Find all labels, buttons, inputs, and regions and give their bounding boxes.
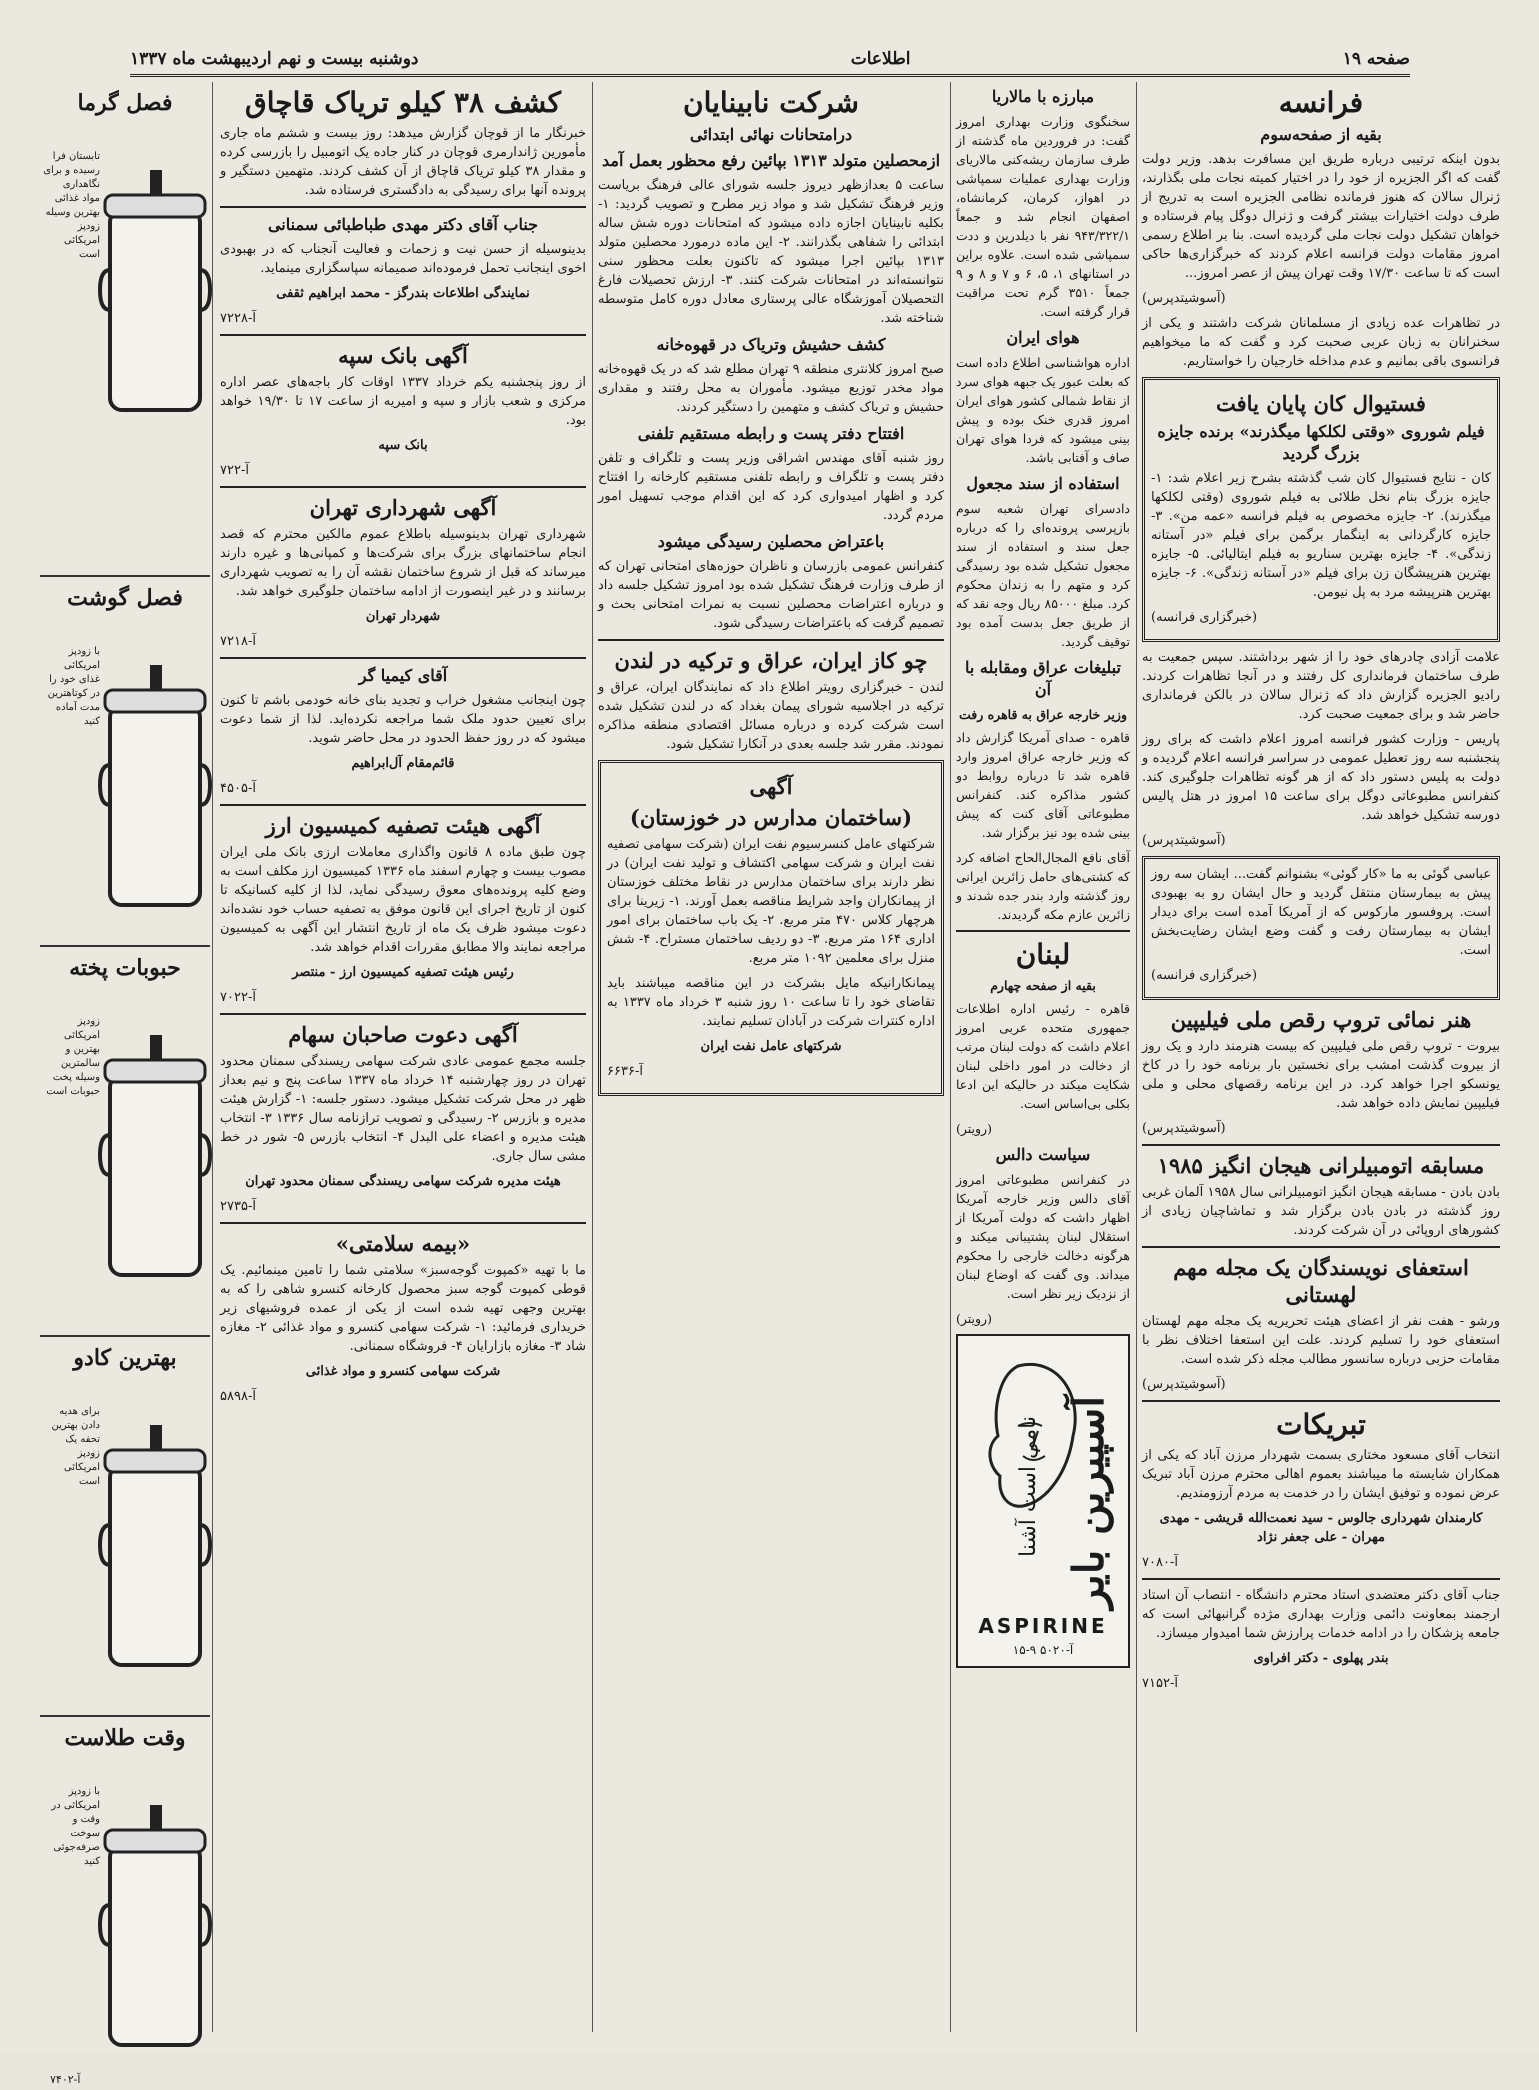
school-ad-subtitle: (ساختمان مدارس در خوزستان) [629,805,913,830]
pot-ad-text: با زودپز امریکائی در وقت و سوخت صرفه‌جوئی کنید [51,1786,100,1867]
credit: (خبرگزاری فرانسه) [1151,968,1258,983]
headline-blind: شرکت نابینایان [683,86,859,119]
article-forgery: دادسرای تهران شعبه سوم بازپرسی پرونده‌ای را که درباره جعل سند و استفاده از سند مجعول تشکیل شده بود رسیدگی کرد و متهم را به زندان محکوم کرد. مبلغ ۸۵۰۰۰ ریال وجه نقد که از طریق جعل بدست آمده بود توقیف گردید. [956,501,1131,649]
kimia-signature: قائم‌مقام آل‌ابراهیم [351,756,455,771]
quote-box [1142,856,1500,1000]
currency-signature: رئیس هیئت تصفیه کمیسیون ارز - منتصر [292,965,514,980]
ad-code: آ-۷۲۲ [220,463,249,478]
subhead-lebanon: بقیه از صفحه چهارم [990,978,1096,993]
headline-opium: کشف ۳۸ کیلو تریاک قاچاق [245,86,561,119]
credit: (آسوشیتدپرس) [1142,291,1226,306]
pot-ad-title: حبوبات پخته [69,955,181,981]
ad-code: آ-۶۶۳۶ [607,1064,643,1079]
headline-hashish: کشف حشیش وتریاک در قهوه‌خانه [656,335,886,354]
municipality-signature: شهردار تهران [365,609,441,624]
thanks-signature: نمایندگی اطلاعات بندرگز - محمد ابراهیم ثقفی [276,286,530,301]
ad-code: آ-۷۱۵۲ [1142,1676,1178,1691]
bank-text: از روز پنجشنبه یکم خرداد ۱۳۳۷ اوقات کار باجه‌های عصر اداره مرکزی و شعب بازار و سپه و امیریه از ساعت ۱۷ تا ۱۹/۳۰ خواهد بود. [220,375,587,428]
subhead-festival: فیلم شوروی «وقتی لکلکها میگذرند» برنده جایزه بزرگ گردید [1157,422,1485,463]
aspirin-latin: ASPIRINE [978,1614,1108,1638]
pressure-cooker-icon [100,150,210,450]
subhead-blind-1: درامتحانات نهائی ابتدائی [689,125,853,144]
pressure-cooker-ads [40,82,210,2086]
school-ad-box [598,760,944,1096]
aspirin-ad [956,1334,1130,1668]
school-ad-title: آگهی [749,774,793,799]
column-2 [956,82,1130,2032]
article-protest: کنفرانس عمومی بازرسان و ناظران حوزه‌های امتحانی تهران که از طرف وزارت فرهنگ تشکیل شده بود امروز تشکیل جلسه داد و درباره اعتراضات محصلین نسبت به نمرات امتحانی بحث و تصمیم گرفت که باعتراضات رسیدگی شود. [598,559,944,631]
article-france-2: در تظاهرات عده زیادی از مسلمانان شرکت داشتند و یکی از سخنرانان به زبان عربی صحبت کرد و گفت که ما میخواهیم فرانسوی باقی بمانیم و عدم مداخله خارجیان را خواستاریم. [1142,316,1500,369]
article-malaria: سخنگوی وزارت بهداری امروز گفت: در فروردین ماه گذشته از طرف سازمان ریشه‌کنی مالاریای وزارت بهداری عملیات سمپاشی در اهواز، کرمان، کرمانشاه، اصفهان انجام شد و جمعاً ۹۴۳/۳۲۲/۱ نفر با دیلدرین و ددت سمپاشی شده است. علاوه براین در استانهای ۱، ۵، ۶ و ۷ و ۸ و ۹ جمعاً ۳۵۱۰ گرم تحت مراقبت قرار گرفته است. [956,114,1130,319]
article-hajj: آقای نافع المجال‌الحاج اضافه کرد که کشتی‌های حامل زائرین ایرانی روز گذشته وارد بندر جده شدند و زائرین عازم مکه گردیدند. [956,850,1130,922]
credit: (رویتر) [956,1121,992,1136]
aspirin-brand: آسپیرین بایر [1064,1396,1113,1610]
pressure-cooker-icon [100,645,210,945]
article-hashish: صبح امروز کلانتری منطقه ۹ تهران مطلع شد که در یک قهوه‌خانه مواد مخدر توزیع میشود. مأموران به محل رفتند و مقداری حشیش و تریاک کشف و متهمین را دستگیر کردند. [598,362,944,415]
pot-ad-text: زودپز امریکائی بهترین و سالمترین وسیله پخت حبوبات است [46,1016,100,1097]
article-france-3: علامت آزادی چادرهای خود را از شهر برداشتند. سپس جمعیت به طرف ساختمان فرمانداری کل رفتند و در آنجا تظاهرات کردند. رادیو الجزیره گزارش داد که ژنرال سالان در بالکن فرمانداری حاضر شد و برای جمعیت صحبت کرد. [1142,650,1500,722]
headline-dulles: سیاست دالس [995,1145,1091,1164]
pot-ad [40,1725,210,2090]
headline-insurance: «بیمه سلامتی» [335,1231,471,1256]
headline-iraq: تبلیغات عراق ومقابله با آن [965,658,1121,699]
credit: (آسوشیتدپرس) [1142,1377,1226,1392]
article-post: روز شنبه آقای مهندس اشراقی وزیر پست و تلگراف و تلفن دفتر پست و تلگراف و رابطه تلفنی مستقیم کارخانه را افتتاح کرد و اظهار امیدواری کرد که این اقدام موجب تسهیل امور مردم گردد. [598,451,944,523]
ad-code: آ-۲۷۳۵ [220,1199,256,1214]
festival-box [1142,377,1500,642]
article-iraq: قاهره - صدای آمریکا گزارش داد که وزیر خارجه عراق امروز وارد قاهره شد تا درباره روابط دو کشور مذاکره کند. کنفرانس مطبوعاتی آقای کنت که پیش بینی شده بود نیز برگزار شد. [956,730,1130,840]
bank-signature: بانک سپه [378,438,428,453]
pot-ad-text: برای هدیه دادن بهترین تحفه یک زودپز امریکائی است [51,1406,100,1487]
article-blind: ساعت ۵ بعدازظهر دیروز جلسه شورای عالی فرهنگ بریاست وزیر فرهنگ تشکیل شد و مواد زیر مطرح و تصویب گردید: ۱- بکلیه نابینایان اجازه داده میشود که امتحانات دوره شش ساله ابتدائی را شفاهی بگذرانند. ۲- این ماده درمورد محصلین متولد ۱۳۱۳ بپائین اجرا میشود که تاکنون بعلت محظور سنی نتوانسته‌اند در امتحانات شرکت کنند. ۳- ارزش تحصیلات فارغ التحصیلان آموزشگاه عالی پرستاری معادل دوره کامل متوسطه شناخته شد. [598,178,945,326]
column-4 [220,82,586,2032]
kimia-text: چون اینجانب مشغول خراب و تجدید بنای خانه خودمی باشم تا کنون برای تعیین حدود ملک شما مراجعه نکرده‌اید. لذا از شما دعوت میشود که در روز حفظ الحدود در محل حاضر شوید. [220,693,586,746]
headline-dance: هنر نمائی تروپ رقص ملی فیلیپین [1170,1007,1472,1032]
ad-code: آ-۵۸۹۸ [220,1389,256,1404]
school-ad-text-2: پیمانکارانیکه مایل بشرکت در این مناقصه میباشند باید تقاضای خود را تا ساعت ۱۰ روز شنبه ۳ خرداد ماه ۱۳۳۷ به اداره کنترات شرکت در آبادان تسلیم نمایند. [607,976,935,1029]
headline-thanks: جناب آقای دکتر مهدی طباطبائی سمنانی [267,215,539,234]
pot-ad [40,955,210,1337]
credit: (خبرگزاری فرانسه) [1151,610,1258,625]
credit: (رویتر) [956,1311,992,1326]
congrats-text: انتخاب آقای مسعود مختاری بسمت شهردار مرزن آباد که یکی از همکاران شایسته ما میباشند بعموم اهالی محترم مرزن آباد تبریک عرض نموده و توفیق ایشان را در خدمت به مردم آرزومندیم. [1142,1448,1500,1501]
school-ad-text: شرکتهای عامل کنسرسیوم نفت ایران (شرکت سهامی تصفیه نفت ایران و شرکت سهامی اکتشاف و تولید نفت ایران) در نظر دارند برای ساختمان مدارس در نقاط مختلف خوزستان از پیمانکاران واجد شرایط مناقصه بعمل آورند. ۱- زیرینا برای هرچهار کلاس ۴۷۰ متر مربع. ۲- یک باب ساختمان برای امور اداری ۱۶۴ متر مربع. ۳- دو ردیف ساختمان مستراح. ۴- شش منزل برای معلمین ۱۰۹۲ متر مربع. [607,837,936,966]
article-france: بدون اینکه ترتیبی درباره طریق این مسافرت بدهد. وزیر دولت گفت که اگر الجزیره از خود را در اختیار کمیته نجات ملی بگذارند، ژنرال سالان که هنوز فرمانده نظامی الجزیره است به تدریج از طرف دولت اختیارات بیشتر گرفت و ژنرال دوگل پیام فرستاده و خواهان تشکیل دولت نجات ملی گردیده است. بنا بر اطلاع رسمی امروز مقامات دولت فرانسه اعلام کردند که خبرگزاری‌ها حاکی است که تا ساعت ۱۷/۳۰ وقت تهران پیش از عصر امروز... [1142,152,1500,281]
article-race: بادن بادن - مسابقه هیجان انگیز اتومبیلرانی سال ۱۹۵۸ آلمان غربی روز گذشته در بادن بادن برگزار شد و تماشاچیان زیادی از کشورهای اروپائی در آن شرکت کردند. [1142,1185,1500,1238]
article-resign: ورشو - هفت نفر از اعضای هیئت تحریریه یک مجله مهم لهستان استعفای خود را تسلیم کردند. علت این استعفا اختلاف نظر با مقامات حزبی درباره سانسور مطالب مجله ذکر شده است. [1142,1314,1500,1367]
masthead [130,44,1410,77]
column-divider [950,82,951,2032]
ad-code: آ-۷۲۱۸ [220,634,256,649]
thanks-text: بدینوسیله از حسن نیت و زحمات و فعالیت آنجناب که در بهبودی اخوی اینجانب تحمل فرموده‌اند صمیمانه سپاسگزاری مینماید. [220,242,586,276]
credit: (آسوشیتدپرس) [1142,833,1226,848]
headline-malaria: مبارزه با مالاریا [991,87,1095,106]
ad-code: آ-۵۰۲۰ ۹-۱۵ [1012,1643,1074,1657]
article-weather: اداره هواشناسی اطلاع داده است که بعلت عبور یک جبهه هوای سرد از نقاط شمالی کشور هوای ایران امروز قدری خنک بوده و پیش بینی میشود که فردا هوای تهران صاف و آفتابی باشد. [955,355,1130,465]
headline-lebanon: لبنان [1015,938,1071,971]
dr-signature: بندر پهلوی - دکتر افراوی [1253,1651,1389,1666]
headline-resign: استعفای نویسندگان یک مجله مهم لهستانی [1173,1255,1469,1307]
headline-municipality: آگهی شهرداری تهران [309,495,497,520]
headline-festival: فستیوال کان پایان یافت [1216,391,1426,416]
headline-protest: باعتراض محصلین رسیدگی میشود [657,532,885,551]
column-divider [1136,82,1137,2032]
aspirin-slogan: نامی است آشنا [1016,1416,1041,1557]
article-dulles: در کنفرانس مطبوعاتی امروز آقای دالس وزیر خارجه آمریکا اظهار داشت که دولت آمریکا از استقلال لبنان پشتیبانی میکند و هرگونه دخالت خارجی را محکوم میداند. وی گفت که اوضاع لبنان از نزدیک زیر نظر است. [956,1172,1130,1301]
headline-bank: آگهی بانک سپه [338,343,468,368]
subhead-france: بقیه از صفحه‌سوم [1260,125,1382,144]
congrats-signature: کارمندان شهرداری جالوس - سید نعمت‌الله قریشی - مهدی مهران - علی جعفر نژاد [1159,1511,1483,1545]
headline-currency: آگهی هیئت تصفیه کمیسیون ارز [265,813,541,838]
insurance-text: ما با تهیه «کمپوت گوجه‌سبز» سلامتی شما را تامین مینمائیم. یک قوطی کمپوت گوجه سبز محصول کارخانه کنسرو شاهی را که به بهترین وجهی تهیه شده است از یکی از عمده فروشیهای زیر خریداری فرمائید: ۱- شرکت سهامی کنسرو و مواد غذائی ۲- مغازه شاد ۳- مغازه بازارایان ۴- فروشگاه سمنانی. [220,1263,586,1354]
pot-ad [40,90,210,577]
article-baghdad-pact: لندن - خبرگزاری رویتر اطلاع داد که نمایندگان ایران، عراق و ترکیه در اجلاسیه شورای پیمان بغداد که در لندن تشکیل شده است شرکت کرده و درباره مسائل اقتصادی منطقه مذاکره نمودند. مقرر شد جلسه بعدی در آنکارا تشکیل شود. [598,680,944,752]
ad-code: آ-۷۰۸۰ [1142,1555,1178,1570]
pot-ad [40,1345,210,1717]
school-ad-signature: شرکتهای عامل نفت ایران [700,1039,842,1054]
quote-text: عباسی گوئی به ما «کار گوئی» بشنوانم گفت... ایشان سه روز پیش به بیمارستان منتقل گردید و حال ایشان رو به بهبودی است. پروفسور مارکوس که از آمریکا آمده است برای دیدار ایشان به بیمارستان رفت و گفت وضع ایشان رضایت‌بخش است. [1151,867,1491,958]
credit: (آسوشیتدپرس) [1142,1121,1226,1136]
insurance-signature: شرکت سهامی کنسرو و مواد غذائی [305,1364,501,1379]
currency-text: چون طبق ماده ۸ قانون واگذاری معاملات ارزی بانک ملی ایران مصوب بیست و چهارم اسفند ماه ۱۳۳۶ کمیسیون ارز مکلف است به وضع کلیه پرونده‌های معوق رسیدگی نماید، لذا از کلیه کسانیکه تا کنون از تاریخ اجرای این قانون موفق به تصفیه حساب خود نشده‌اند دعوت میشود ظرف یک ماه از تاریخ انتشار این آگهی به کمیسیون مراجعه نمایند والا مطابق مقررات اقدام خواهد شد. [220,845,587,955]
pot-ad-text: تابستان فرا رسیده و برای نگاهداری مواد غذائی بهترین وسیله زودپز امریکائی است [43,151,100,260]
article-lebanon: قاهره - رئیس اداره اطلاعات جمهوری متحده عربی امروز اعلام داشت که دولت لبنان مرتب از دخالت در امور داخلی لبنان شکایت میکند در حالیکه این ادعا بکلی بی‌اساس است. [956,1001,1130,1111]
article-dance: بیروت - تروپ رقص ملی فیلیپین که بیست هنرمند دارد و یک روز از بیروت گذشت امشب برای نخستین بار برنامه خود را در کاخ یونسکو اجرا خواهد کرد. در این برنامه رقصهای محلی و ملی فیلیپین نمایش داده خواهد شد. [1142,1039,1500,1111]
column-divider [212,82,213,2032]
headline-baghdad-pact: چو کاز ایران، عراق و ترکیه در لندن [614,648,928,673]
pot-ad-title: فصل گرما [77,90,173,116]
headline-kimia: آقای کیمیا گر [358,666,448,685]
municipality-text: شهرداری تهران بدینوسیله باطلاع عموم مالکین محترم که قصد انجام ساختمانهای بزرگ برای شرکت‌ها و کمپانی‌ها و غیره دارند میرساند که قبل از شروع ساختمان نقشه آن را به تصویب شهرداری برسانند و در غیر اینصورت از ادامه ساختمان جلوگیری خواهد شد. [220,527,586,599]
ad-code: آ-۷۲۲۸ [220,311,256,326]
ad-code: آ-۷۰۲۲ [220,990,256,1005]
ad-code: آ-۴۵۰۵ [220,781,256,796]
pot-ad-title: فصل گوشت [67,585,183,611]
headline-congrats: تبریکات [1276,1408,1366,1441]
subhead-iraq: وزیر خارجه عراق به قاهره رفت [958,707,1128,722]
page-number: صفحه ۱۹ [1342,49,1410,69]
pot-ad-text: با زودپز امریکائی غذای خود را در کوتاهترین مدت آماده کنید [47,646,100,727]
headline-shareholders: آگهی دعوت صاحبان سهام [288,1022,518,1047]
column-divider [592,82,593,2032]
headline-race: مسابقه اتومبیلرانی هیجان انگیز ۱۹۸۵ [1157,1153,1485,1178]
article-paris: پاریس - وزارت کشور فرانسه امروز اعلام داشت که برای روز پنجشنبه سه روز تعطیل عمومی در سراسر فرانسه اعلام گردیده و دولت به پلیس دستور داد که از هر گونه تظاهرات جلوگیری کند. کنفرانس مطبوعاتی دوگل برای ساعت ۱۵ امروز در هتل پالیس دورسه تشکیل خواهد شد. [1142,732,1500,823]
column-1 [1142,82,1500,2032]
shareholders-signature: هیئت مدیره شرکت سهامی ریسندگی سمنان محدود تهران [245,1174,561,1189]
pot-ad [40,585,210,947]
ad-code: آ-۷۴۰۲ [50,2073,81,2086]
pot-ad-title: وقت طلاست [64,1725,186,1751]
article-opium: خبرنگار ما از قوچان گزارش میدهد: روز بیست و ششم ماه جاری مأمورین ژاندارمری قوچان در کنار جاده یک اتومبیل را بازرسی کرده و مقدار ۳۸ کیلو تریاک قاچاق از آن کشف کردند. متهمین دستگیر و پرونده آنها برای رسیدگی به دادگستری فرستاده شد. [220,126,587,198]
pressure-cooker-icon [100,1405,210,1705]
shareholders-text: جلسه مجمع عمومی عادی شرکت سهامی ریسندگی سمنان محدود تهران در روز چهارشنبه ۱۴ خرداد ماه ۱۳۳۷ ساعت پنج و نیم بعداز ظهر در محل شرکت تشکیل میشود. دستور جلسه: ۱- گزارش هیئت مدیره و بازرس ۲- رسیدگی و تصویب ترازنامه سال ۱۳۳۶ ۳- انتخاب هیئت مدیره و اعضاء علی البدل ۴- انتخاب بازرس ۵- شور در خط مشی سال جاری. [220,1054,586,1164]
dr-text: جناب آقای دکتر معتضدی استاد محترم دانشگاه - انتصاب آن استاد ارجمند بمعاونت دائمی وزارت بهداری مژده گرانبهائی است که جامعه پزشکان را در ادامه خدمات پرارزش شما امیدوار میسازد. [1142,1588,1500,1641]
headline-weather: هوای ایران [1006,328,1080,347]
headline-forgery: استفاده از سند مجعول [966,474,1120,493]
headline-france: فرانسه [1278,86,1364,119]
pot-ad-title: بهترین کادو [73,1345,177,1371]
headline-post: افتتاح دفتر پست و رابطه مستقیم تلفنی [637,424,905,443]
column-3 [598,82,944,2032]
issue-date: دوشنبه بیست و نهم اردیبهشت ماه ۱۳۳۷ [130,49,419,69]
pressure-cooker-icon [100,1785,210,2085]
article-festival: کان - نتایج فستیوال کان شب گذشته بشرح زیر اعلام شد: ۱- جایزه بزرگ بنام نخل طلائی به فیلم شوروی (وقتی لکلکها میگذرند). ۲- جایزه مخصوص به فیلم فرانسه «عمه من». ۳- جایزه کارگردانی به اینگمار برگمن برای فیلم «در آستانه زندگی». ۴- جایزه بهترین سناریو به فیلم ایتالیائی. ۵- جایزه بهترین هنرپیشگان زن برای فیلم «در آستانه زندگی». ۶- جایزه بهترین هنرپیشه مرد به پل نیومن. [1151,471,1491,600]
pressure-cooker-icon [100,1015,210,1315]
paper-name: اطلاعات [850,49,911,69]
subhead-blind-2: ازمحصلین متولد ۱۳۱۳ بپائین رفع محظور بعمل آمد [601,151,941,170]
